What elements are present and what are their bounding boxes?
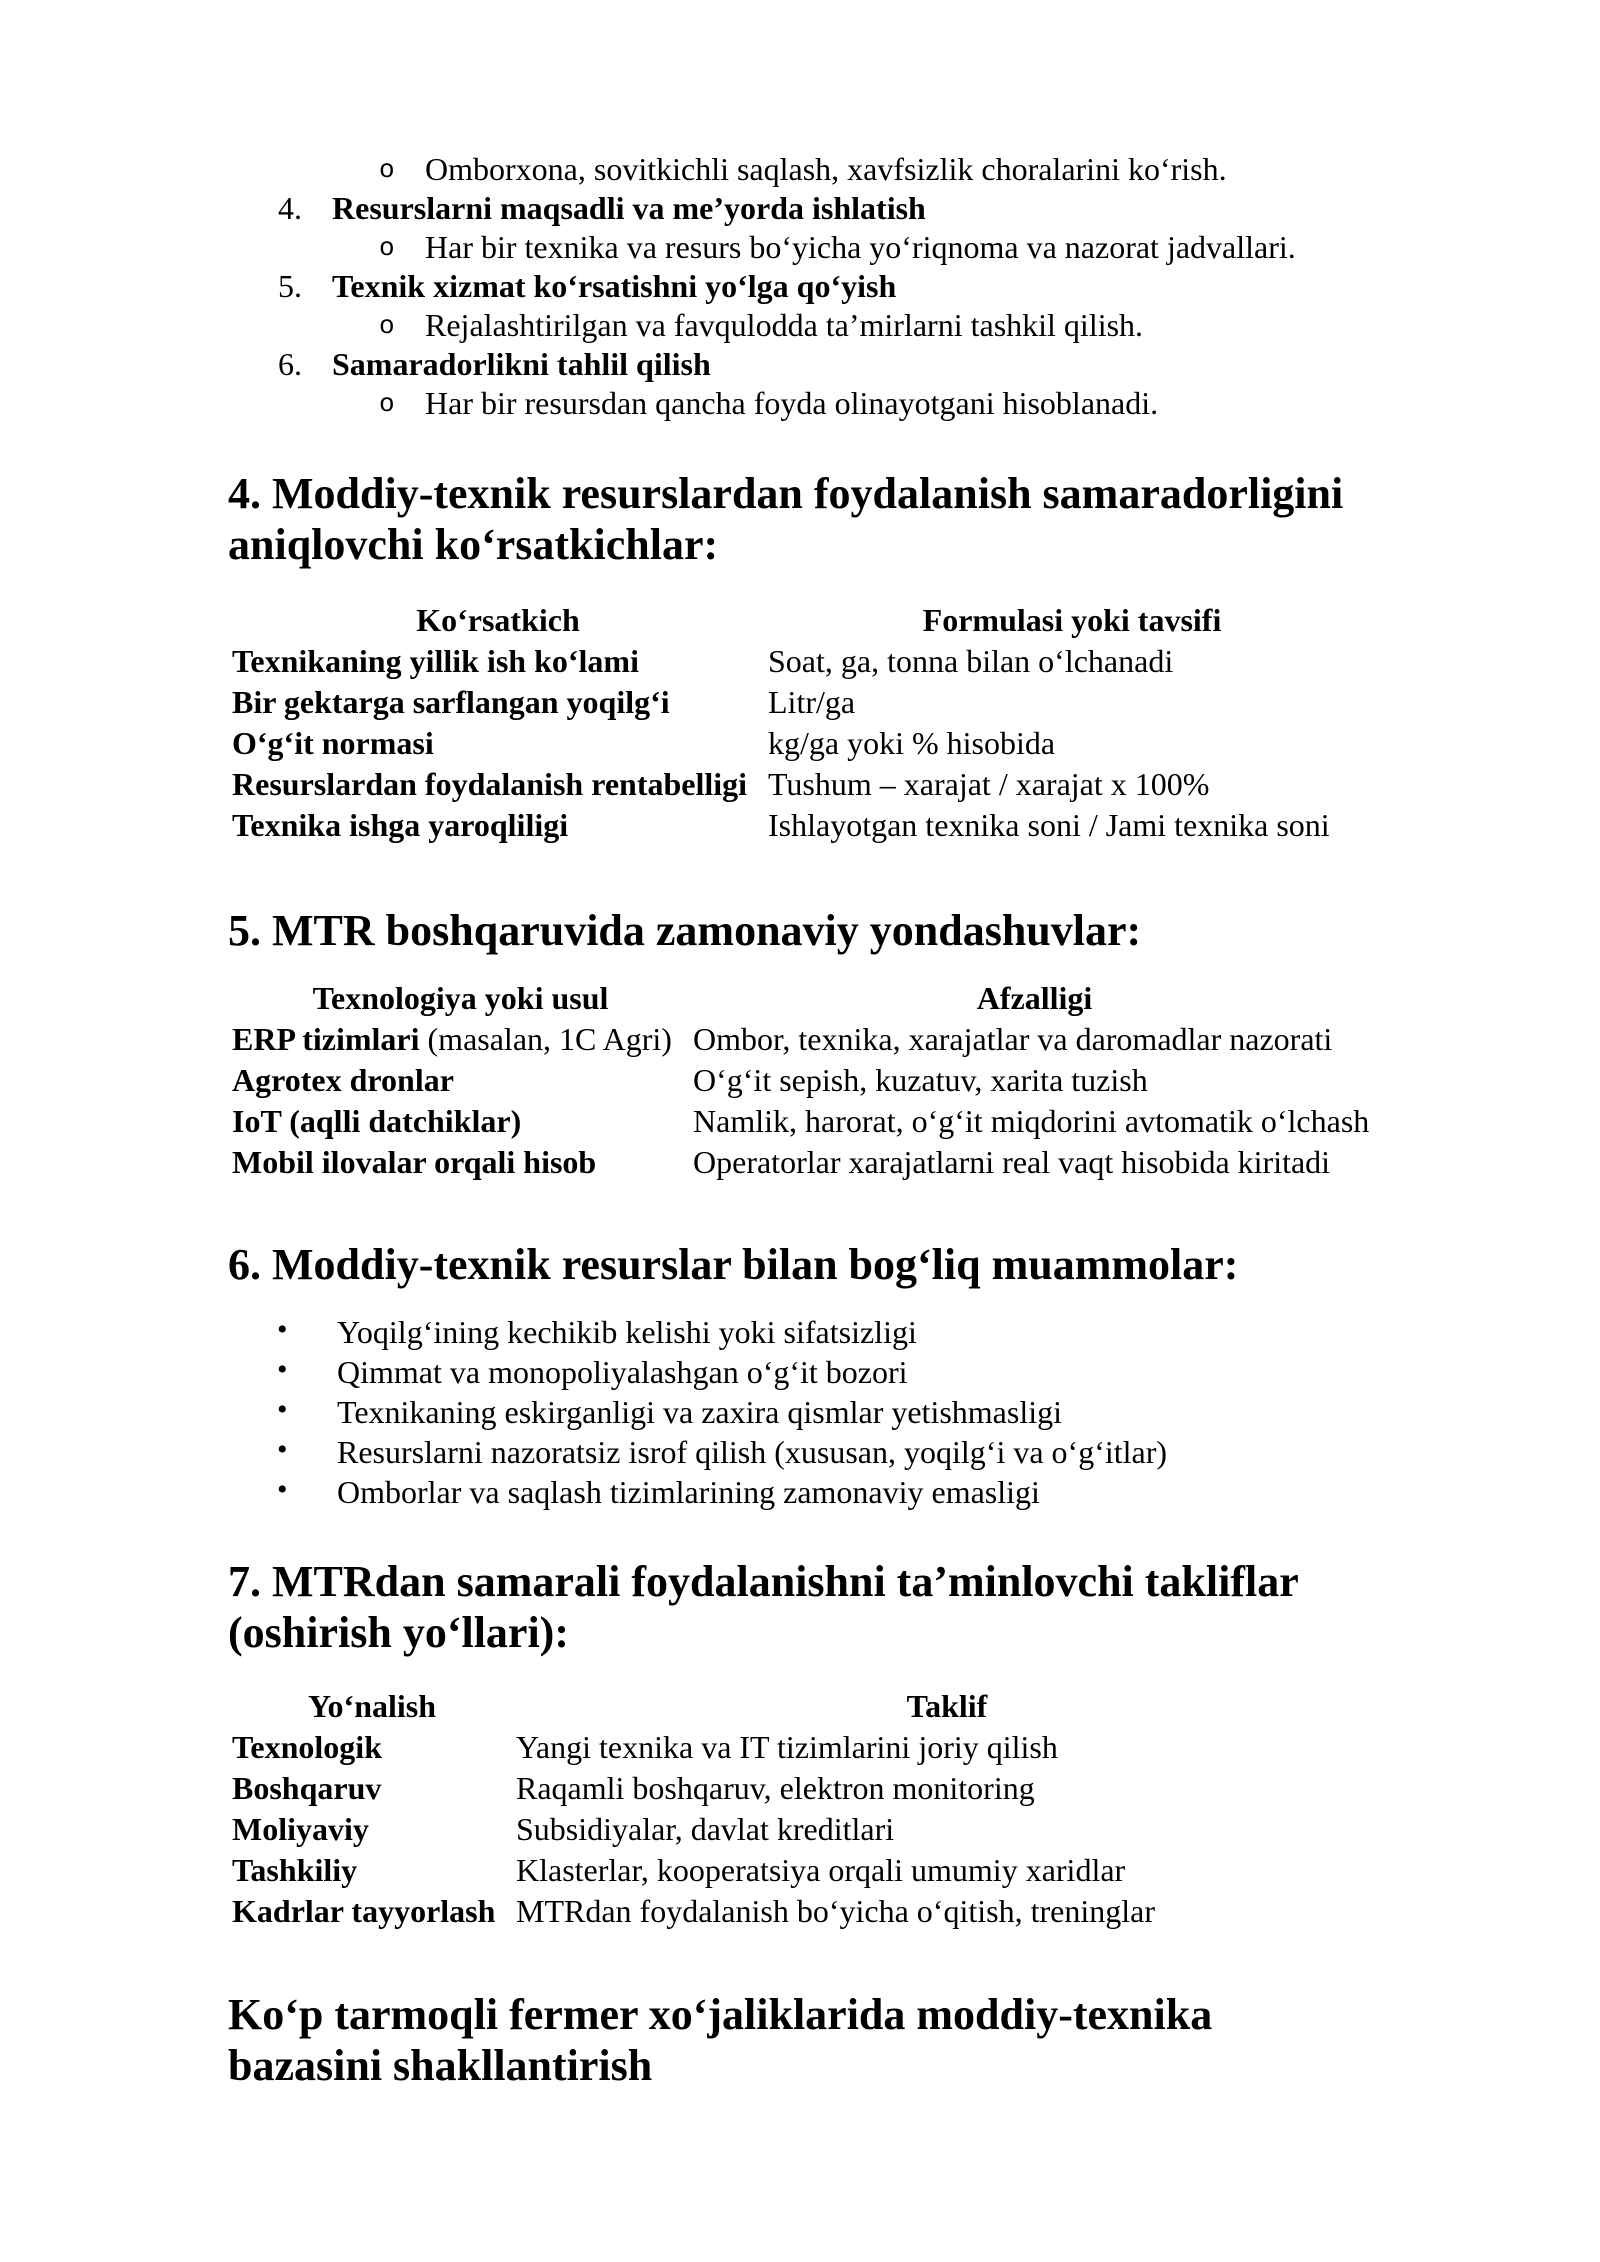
table-cell: Yangi texnika va IT tizimlarini joriy qilish <box>516 1729 1058 1765</box>
numbered-list-item <box>228 267 1378 306</box>
list-number: 4. <box>278 190 302 226</box>
list-number: 5. <box>278 268 302 304</box>
bullet-item <box>228 1352 1378 1392</box>
table-header-cell: Ko‘rsatkich <box>416 602 580 638</box>
sub-list-item <box>228 384 1378 423</box>
cell-regular-text: (masalan, 1C Agri) <box>419 1021 672 1057</box>
problems-list <box>228 1312 1378 1512</box>
table-cell: O‘g‘it normasi <box>232 725 434 761</box>
table-cell: Klasterlar, kooperatsiya orqali umumiy xaridlar <box>516 1852 1126 1888</box>
bullet-item <box>228 1432 1378 1472</box>
section4-heading-line1: 4. Moddiy-texnik resurslardan foydalanish samaradorligini <box>228 469 1344 518</box>
table-cell: Moliyaviy <box>232 1811 369 1847</box>
table-header-cell: Taklif <box>906 1688 988 1724</box>
table-cell: kg/ga yoki % hisobida <box>768 725 1056 761</box>
indicators-table <box>228 600 1378 846</box>
table-cell: Agrotex dronlar <box>232 1062 454 1098</box>
bullet-item-text: Omborlar va saqlash tizimlarining zamonaviy emasligi <box>337 1474 1040 1510</box>
numbered-item-title: Resurslarni maqsadli va me’yorda ishlatish <box>332 190 926 226</box>
proposals-table <box>228 1686 1378 1932</box>
table-cell: Kadrlar tayyorlash <box>232 1893 496 1929</box>
bullet-item <box>228 1472 1378 1512</box>
table-cell: O‘g‘it sepish, kuzatuv, xarita tuzish <box>693 1062 1148 1098</box>
table-cell: Namlik, harorat, o‘g‘it miqdorini avtomatik o‘lchash <box>693 1103 1370 1139</box>
table-cell: Litr/ga <box>768 684 856 720</box>
table-cell: Subsidiyalar, davlat kreditlari <box>516 1811 895 1847</box>
final-heading-line1: Ko‘p tarmoqli fermer xo‘jaliklarida moddiy-texnika <box>228 1990 1213 2039</box>
bullet-icon: • <box>277 1313 288 1346</box>
table-cell: MTRdan foydalanish bo‘yicha o‘qitish, treninglar <box>516 1893 1155 1929</box>
bullet-item-text: Texnikaning eskirganligi va zaxira qismlar yetishmasligi <box>337 1394 1062 1430</box>
section7-heading-line1: 7. MTRdan samarali foydalanishni ta’minlovchi takliflar <box>228 1557 1299 1606</box>
final-heading <box>228 1989 1378 2091</box>
table-cell: Ombor, texnika, xarajatlar va daromadlar nazorati <box>693 1021 1333 1057</box>
final-heading-line2: bazasini shakllantirish <box>228 2041 653 2090</box>
list-number: 6. <box>278 346 302 382</box>
table-cell: Resurslardan foydalanish rentabelligi <box>232 766 748 802</box>
sub-list-item <box>228 228 1378 267</box>
sub-list-item-text: Har bir resursdan qancha foyda olinayotgani hisoblanadi. <box>425 385 1159 421</box>
bullet-icon: • <box>277 1353 288 1386</box>
sub-bullet-marker: o <box>379 389 395 419</box>
table-cell: Soat, ga, tonna bilan o‘lchanadi <box>768 643 1174 679</box>
numbered-list-item <box>228 189 1378 228</box>
bullet-icon: • <box>277 1433 288 1466</box>
sub-list-item-text: Har bir texnika va resurs bo‘yicha yo‘riqnoma va nazorat jadvallari. <box>425 229 1296 265</box>
bullet-item-text: Yoqilg‘ining kechikib kelishi yoki sifatsizligi <box>337 1314 917 1350</box>
numbered-item-title: Samaradorlikni tahlil qilish <box>332 346 711 382</box>
section7-heading-line2: (oshirish yo‘llari): <box>228 1608 569 1657</box>
section6-heading: 6. Moddiy-texnik resurslar bilan bog‘liq muammolar: <box>228 1240 1239 1289</box>
table-cell: Texnika ishga yaroqliligi <box>232 807 569 843</box>
sub-list-item <box>228 150 1378 189</box>
bullet-item <box>228 1312 1378 1352</box>
table-header-cell: Yo‘nalish <box>307 1688 437 1724</box>
page-content <box>228 150 1378 2091</box>
section4-heading-line2: aniqlovchi ko‘rsatkichlar: <box>228 520 719 569</box>
table-cell: Bir gektarga sarflangan yoqilg‘i <box>232 684 670 720</box>
bullet-icon: • <box>277 1473 288 1506</box>
bullet-icon: • <box>277 1393 288 1426</box>
table-cell: Ishlayotgan texnika soni / Jami texnika soni <box>768 807 1330 843</box>
bullet-item-text: Resurslarni nazoratsiz isrof qilish (xususan, yoqilg‘i va o‘g‘itlar) <box>337 1434 1168 1470</box>
table-cell: Texnologik <box>232 1729 382 1765</box>
table-cell: Raqamli boshqaruv, elektron monitoring <box>516 1770 1035 1806</box>
sub-list-item-text: Rejalashtirilgan va favqulodda ta’mirlarni tashkil qilish. <box>425 307 1144 343</box>
section7-heading <box>228 1556 1378 1658</box>
numbered-item-title: Texnik xizmat ko‘rsatishni yo‘lga qo‘yish <box>332 268 897 304</box>
numbered-list-item <box>228 345 1378 384</box>
bullet-item-text: Qimmat va monopoliyalashgan o‘g‘it bozori <box>337 1354 908 1390</box>
approaches-table <box>228 978 1378 1183</box>
table-header-cell: Formulasi yoki tavsifi <box>922 602 1222 638</box>
sub-bullet-marker: o <box>379 233 395 263</box>
sub-bullet-marker: o <box>379 311 395 341</box>
cell-bold-text: ERP tizimlari <box>232 1021 420 1057</box>
table-cell: Mobil ilovalar orqali hisob <box>232 1144 597 1180</box>
table-cell: Tashkiliy <box>232 1852 358 1888</box>
sub-list-item-text: Omborxona, sovitkichli saqlash, xavfsizlik choralarini ko‘rish. <box>425 151 1227 187</box>
table-cell: Boshqaruv <box>232 1770 382 1806</box>
section4-heading <box>228 468 1378 570</box>
table-cell: Tushum – xarajat / xarajat x 100% <box>768 766 1210 802</box>
table-cell: IoT (aqlli datchiklar) <box>232 1103 522 1139</box>
table-header-cell: Afzalligi <box>976 980 1093 1016</box>
table-cell: Operatorlar xarajatlarni real vaqt hisobida kiritadi <box>693 1144 1331 1180</box>
bullet-item <box>228 1392 1378 1432</box>
table-cell <box>228 1019 689 1060</box>
section5-heading: 5. MTR boshqaruvida zamonaviy yondashuvlar: <box>228 906 1142 955</box>
sub-list-item <box>228 306 1378 345</box>
table-cell: Texnikaning yillik ish ko‘lami <box>232 643 639 679</box>
table-header-cell: Texnologiya yoki usul <box>312 980 609 1016</box>
sub-bullet-marker: o <box>379 155 395 185</box>
